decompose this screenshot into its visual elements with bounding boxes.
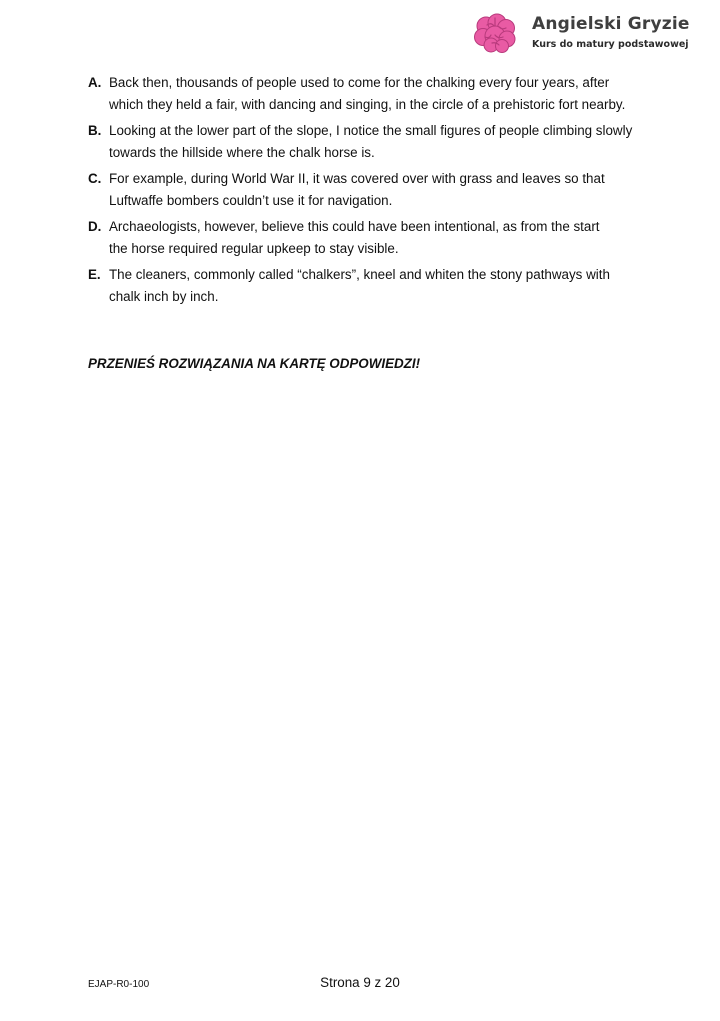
option-text-line: The cleaners, commonly called “chalkers”, kneel and whiten the stony pathways with <box>109 267 610 282</box>
transfer-instruction: PRZENIEŚ ROZWIĄZANIA NA KARTĘ ODPOWIEDZI! <box>88 356 421 371</box>
option-text-line: towards the hillside where the chalk horse is. <box>109 144 375 160</box>
option-a <box>88 72 658 115</box>
option-letter: A. <box>88 75 102 90</box>
brain-icon <box>473 13 517 55</box>
option-text-line: the horse required regular upkeep to stay visible. <box>109 240 399 256</box>
option-text-line: Archaeologists, however, believe this could have been intentional, as from the start <box>109 219 600 234</box>
brand-header <box>473 13 705 57</box>
option-letter: B. <box>88 123 102 138</box>
option-d <box>88 216 658 259</box>
option-e <box>88 264 658 307</box>
brand-title: Angielski Gryzie <box>532 14 690 34</box>
option-text-line: Luftwaffe bombers couldn’t use it for navigation. <box>109 192 393 208</box>
exam-code: EJAP-R0-100 <box>88 979 150 990</box>
answer-options-list <box>88 72 658 312</box>
option-text-line: chalk inch by inch. <box>109 288 219 304</box>
page-number: Strona 9 z 20 <box>320 975 400 990</box>
option-text-line: For example, during World War II, it was covered over with grass and leaves so that <box>109 171 605 186</box>
option-b <box>88 120 658 163</box>
option-letter: D. <box>88 219 102 234</box>
option-letter: C. <box>88 171 102 186</box>
brand-subtitle: Kurs do matury podstawowej <box>532 39 689 50</box>
option-c <box>88 168 658 211</box>
option-text-line: Back then, thousands of people used to come for the chalking every four years, after <box>109 75 610 90</box>
option-letter: E. <box>88 267 101 282</box>
option-text-line: Looking at the lower part of the slope, I notice the small figures of people climbing slowly <box>109 123 633 138</box>
option-text-line: which they held a fair, with dancing and singing, in the circle of a prehistoric fort nearby. <box>109 96 626 112</box>
